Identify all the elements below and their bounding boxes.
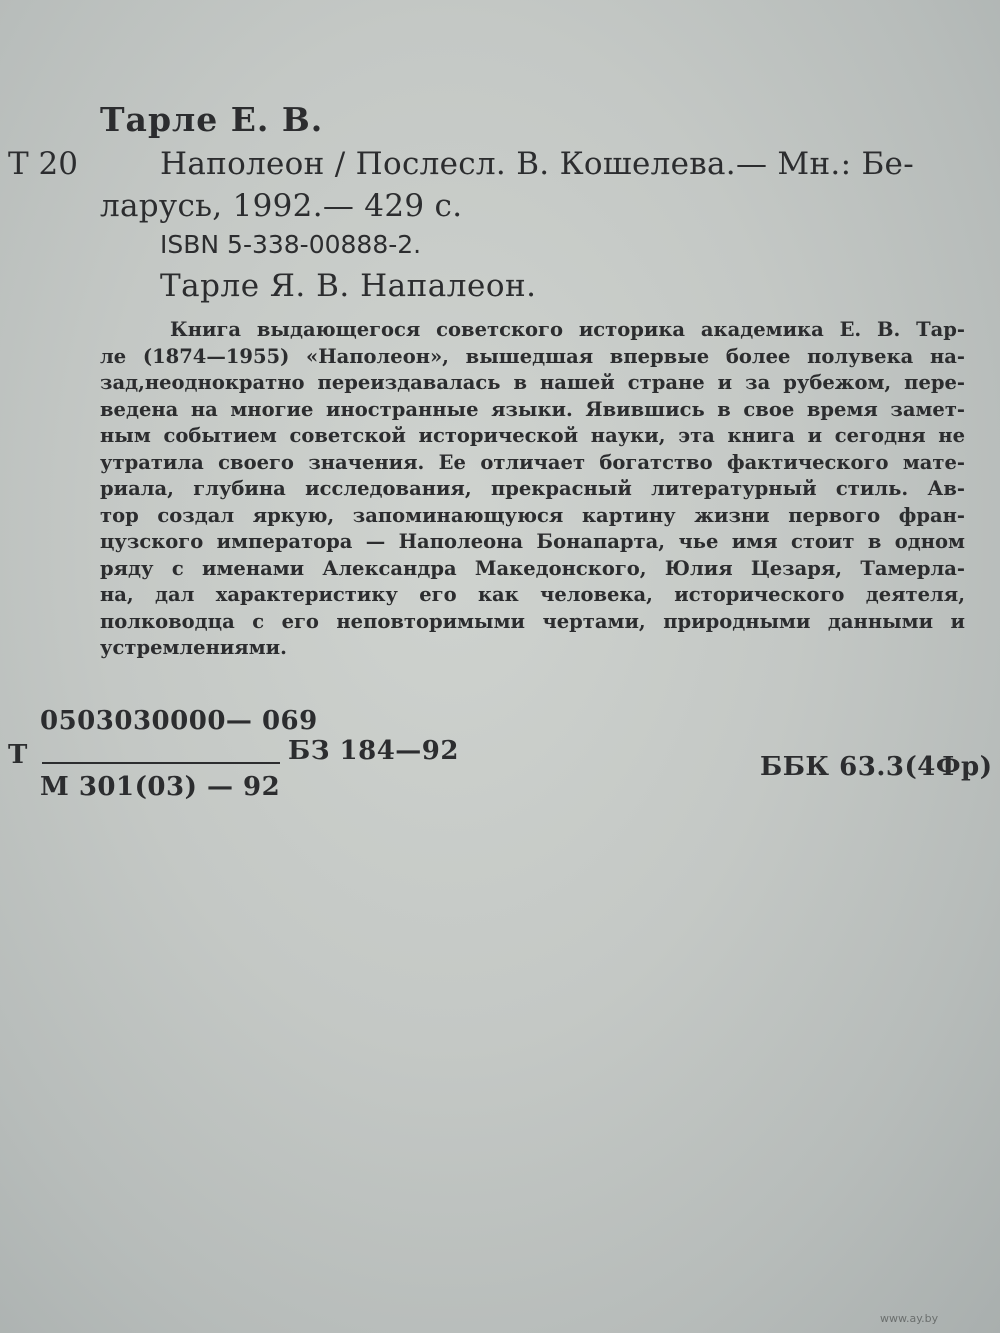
bibliographic-line: Наполеон / Послесл. В. Кошелева.— Мн.: Бе-	[160, 146, 914, 182]
annotation-line: ле (1874—1955) «Наполеон», вышедшая впервые более полувека на-	[100, 344, 965, 368]
bbk-code: ББК 63.3(4Фр)	[760, 752, 993, 782]
author-name: Тарле Е. В.	[100, 100, 324, 139]
annotation-line: на, дал характеристику его как человека, исторического деятеля,	[100, 583, 965, 606]
alternate-title: Тарле Я. В. Напалеон.	[160, 268, 537, 304]
fraction-rule	[42, 762, 280, 764]
code-numerator: 0503030000— 069	[40, 706, 318, 736]
annotation-line: полководца с его неповторимыми чертами, природными данными и	[100, 609, 965, 633]
annotation	[100, 317, 965, 662]
annotation-line: утратила своего значения. Ее отличает богатство фактического мате-	[100, 450, 965, 474]
annotation-line: устремлениями.	[100, 636, 287, 659]
index-code: Т 20	[8, 146, 78, 182]
annotation-line: ным событием советской исторической науки, эта книга и сегодня не	[100, 424, 965, 447]
annotation-line: цузского императора — Наполеона Бонапарта, чье имя стоит в одном	[100, 530, 965, 553]
bibliographic-line: ларусь, 1992.— 429 с.	[100, 188, 463, 224]
annotation-line: ряду с именами Александра Македонского, Юлия Цезаря, Тамерла-	[100, 556, 965, 580]
code-denominator: М 301(03) — 92	[40, 772, 281, 802]
code-bz: БЗ 184—92	[288, 736, 459, 766]
annotation-line: риала, глубина исследования, прекрасный литературный стиль. Ав-	[100, 477, 965, 500]
annotation-line: тор создал яркую, запоминающуюся картину жизни первого фран-	[100, 503, 965, 527]
annotation-line: ведена на многие иностранные языки. Явившись в свое время замет-	[100, 397, 965, 421]
annotation-line: Книга выдающегося советского историка академика Е. В. Тар-	[170, 318, 965, 341]
annotation-line: зад,неоднократно переиздавалась в нашей стране и за рубежом, пере-	[100, 371, 965, 394]
code-t-letter: Т	[8, 740, 28, 770]
isbn: ISBN 5-338-00888-2.	[160, 230, 422, 259]
watermark: www.ay.by	[880, 1312, 939, 1325]
